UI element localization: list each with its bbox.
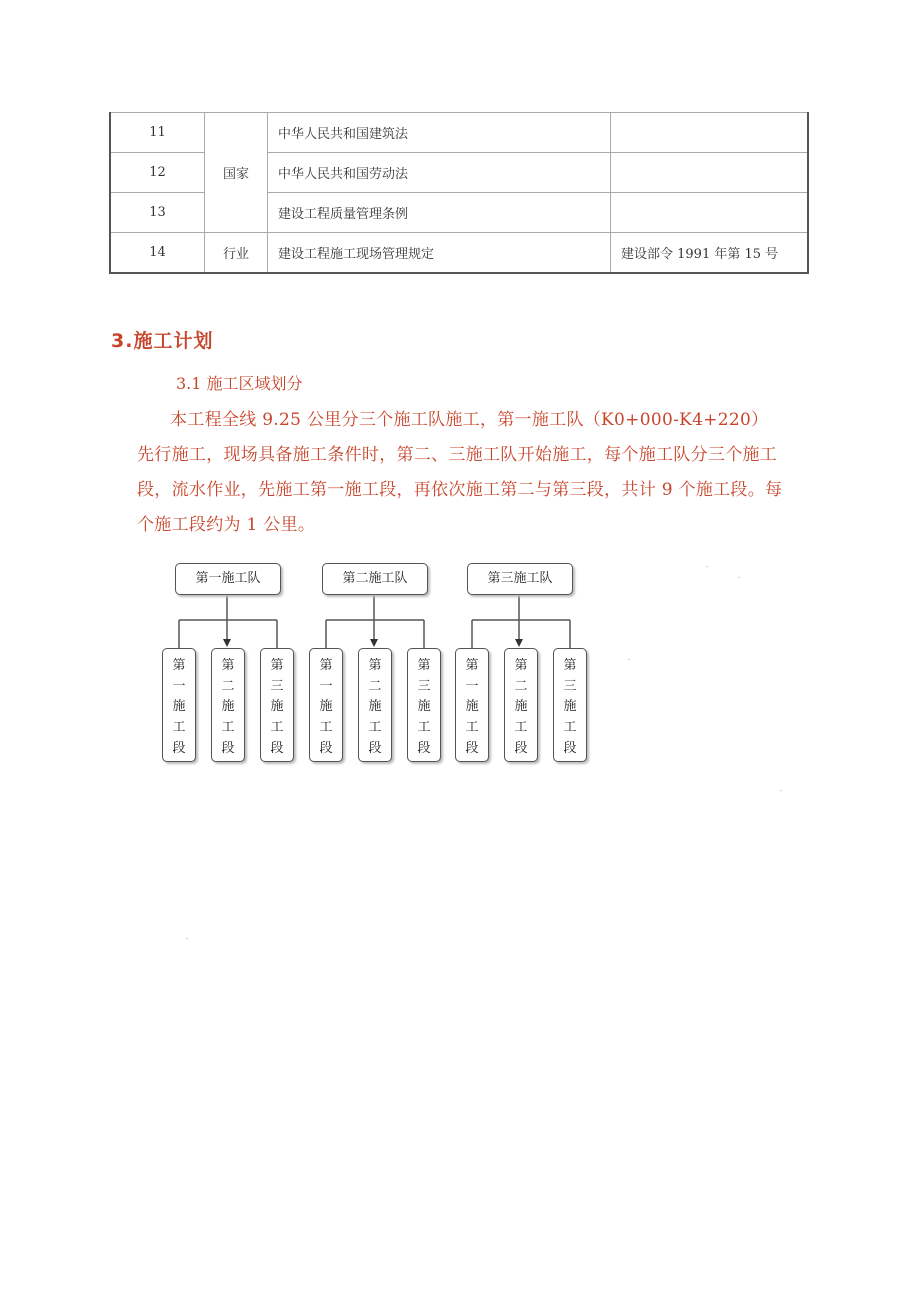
stage-char: 段 [563, 741, 577, 757]
section-heading: 3.施工计划 [111, 330, 214, 352]
arrow-head-icon [370, 639, 378, 647]
stage-box [553, 648, 587, 762]
regulation-name: 中华人民共和国建筑法 [268, 113, 611, 153]
stage-char: 三 [417, 678, 431, 694]
category-cell: 行业 [205, 233, 268, 274]
stage-char: 施 [270, 699, 284, 715]
stage-char: 第 [563, 657, 577, 673]
stage-char: 第 [417, 657, 431, 673]
stage-char: 二 [514, 678, 528, 694]
stage-char: 段 [368, 741, 382, 757]
team-box: 第二施工队 [322, 563, 428, 595]
stage-box [358, 648, 392, 762]
scan-speck [780, 790, 782, 791]
stage-char: 三 [270, 678, 284, 694]
row-number: 13 [110, 193, 205, 233]
stage-char: 一 [465, 678, 479, 694]
stage-box [504, 648, 538, 762]
stage-char: 施 [417, 699, 431, 715]
stage-char: 工 [514, 720, 528, 736]
regulation-name: 建设工程施工现场管理规定 [268, 233, 611, 274]
stage-char: 段 [270, 741, 284, 757]
construction-org-chart [150, 555, 610, 775]
stage-char: 段 [465, 741, 479, 757]
row-number: 14 [110, 233, 205, 274]
regulation-ref [611, 113, 809, 153]
stage-char: 段 [319, 741, 333, 757]
stage-char: 施 [221, 699, 235, 715]
stage-char: 施 [319, 699, 333, 715]
stage-char: 施 [563, 699, 577, 715]
category-cell: 国家 [205, 113, 268, 233]
scan-speck [186, 938, 188, 939]
stage-char: 一 [172, 678, 186, 694]
regulation-ref: 建设部令 1991 年第 15 号 [611, 233, 809, 274]
stage-char: 工 [270, 720, 284, 736]
stage-box [407, 648, 441, 762]
stage-char: 第 [465, 657, 479, 673]
regulation-ref [611, 193, 809, 233]
stage-char: 工 [319, 720, 333, 736]
stage-char: 二 [221, 678, 235, 694]
stage-char: 施 [172, 699, 186, 715]
regulation-ref [611, 153, 809, 193]
stage-char: 施 [514, 699, 528, 715]
stage-box [211, 648, 245, 762]
stage-box [260, 648, 294, 762]
scan-speck [628, 659, 630, 660]
team-box: 第一施工队 [175, 563, 281, 595]
stage-char: 施 [465, 699, 479, 715]
stage-char: 段 [221, 741, 235, 757]
regulation-name: 中华人民共和国劳动法 [268, 153, 611, 193]
stage-char: 第 [514, 657, 528, 673]
stage-char: 工 [417, 720, 431, 736]
stage-char: 第 [270, 657, 284, 673]
regulations-table [109, 112, 809, 274]
stage-char: 工 [465, 720, 479, 736]
regulation-name: 建设工程质量管理条例 [268, 193, 611, 233]
stage-char: 段 [514, 741, 528, 757]
stage-char: 三 [563, 678, 577, 694]
stage-char: 工 [172, 720, 186, 736]
stage-char: 第 [368, 657, 382, 673]
scan-speck [706, 566, 708, 567]
stage-char: 第 [172, 657, 186, 673]
row-number: 11 [110, 113, 205, 153]
stage-char: 工 [368, 720, 382, 736]
scan-speck [738, 577, 740, 578]
stage-char: 施 [368, 699, 382, 715]
stage-char: 工 [221, 720, 235, 736]
stage-char: 段 [417, 741, 431, 757]
table-row [110, 233, 808, 274]
row-number: 12 [110, 153, 205, 193]
stage-char: 工 [563, 720, 577, 736]
arrow-head-icon [223, 639, 231, 647]
stage-char: 一 [319, 678, 333, 694]
stage-char: 第 [221, 657, 235, 673]
stage-char: 二 [368, 678, 382, 694]
table-row [110, 113, 808, 153]
stage-box [309, 648, 343, 762]
stage-char: 第 [319, 657, 333, 673]
stage-char: 段 [172, 741, 186, 757]
body-paragraph: 本工程全线 9.25 公里分三个施工队施工，第一施工队（K0+000-K4+220）先行施工，现场具备施工条件时，第二、三施工队开始施工，每个施工队分三个施工段，流水作业，先施工第一施工段，再依次施工第二与第三段，共计 9 个施工段。每个施工段约为 1 公里。 [137, 410, 783, 535]
subsection-heading: 3.1 施工区域划分 [176, 374, 303, 393]
stage-box [162, 648, 196, 762]
stage-box [455, 648, 489, 762]
arrow-head-icon [515, 639, 523, 647]
team-box: 第三施工队 [467, 563, 573, 595]
